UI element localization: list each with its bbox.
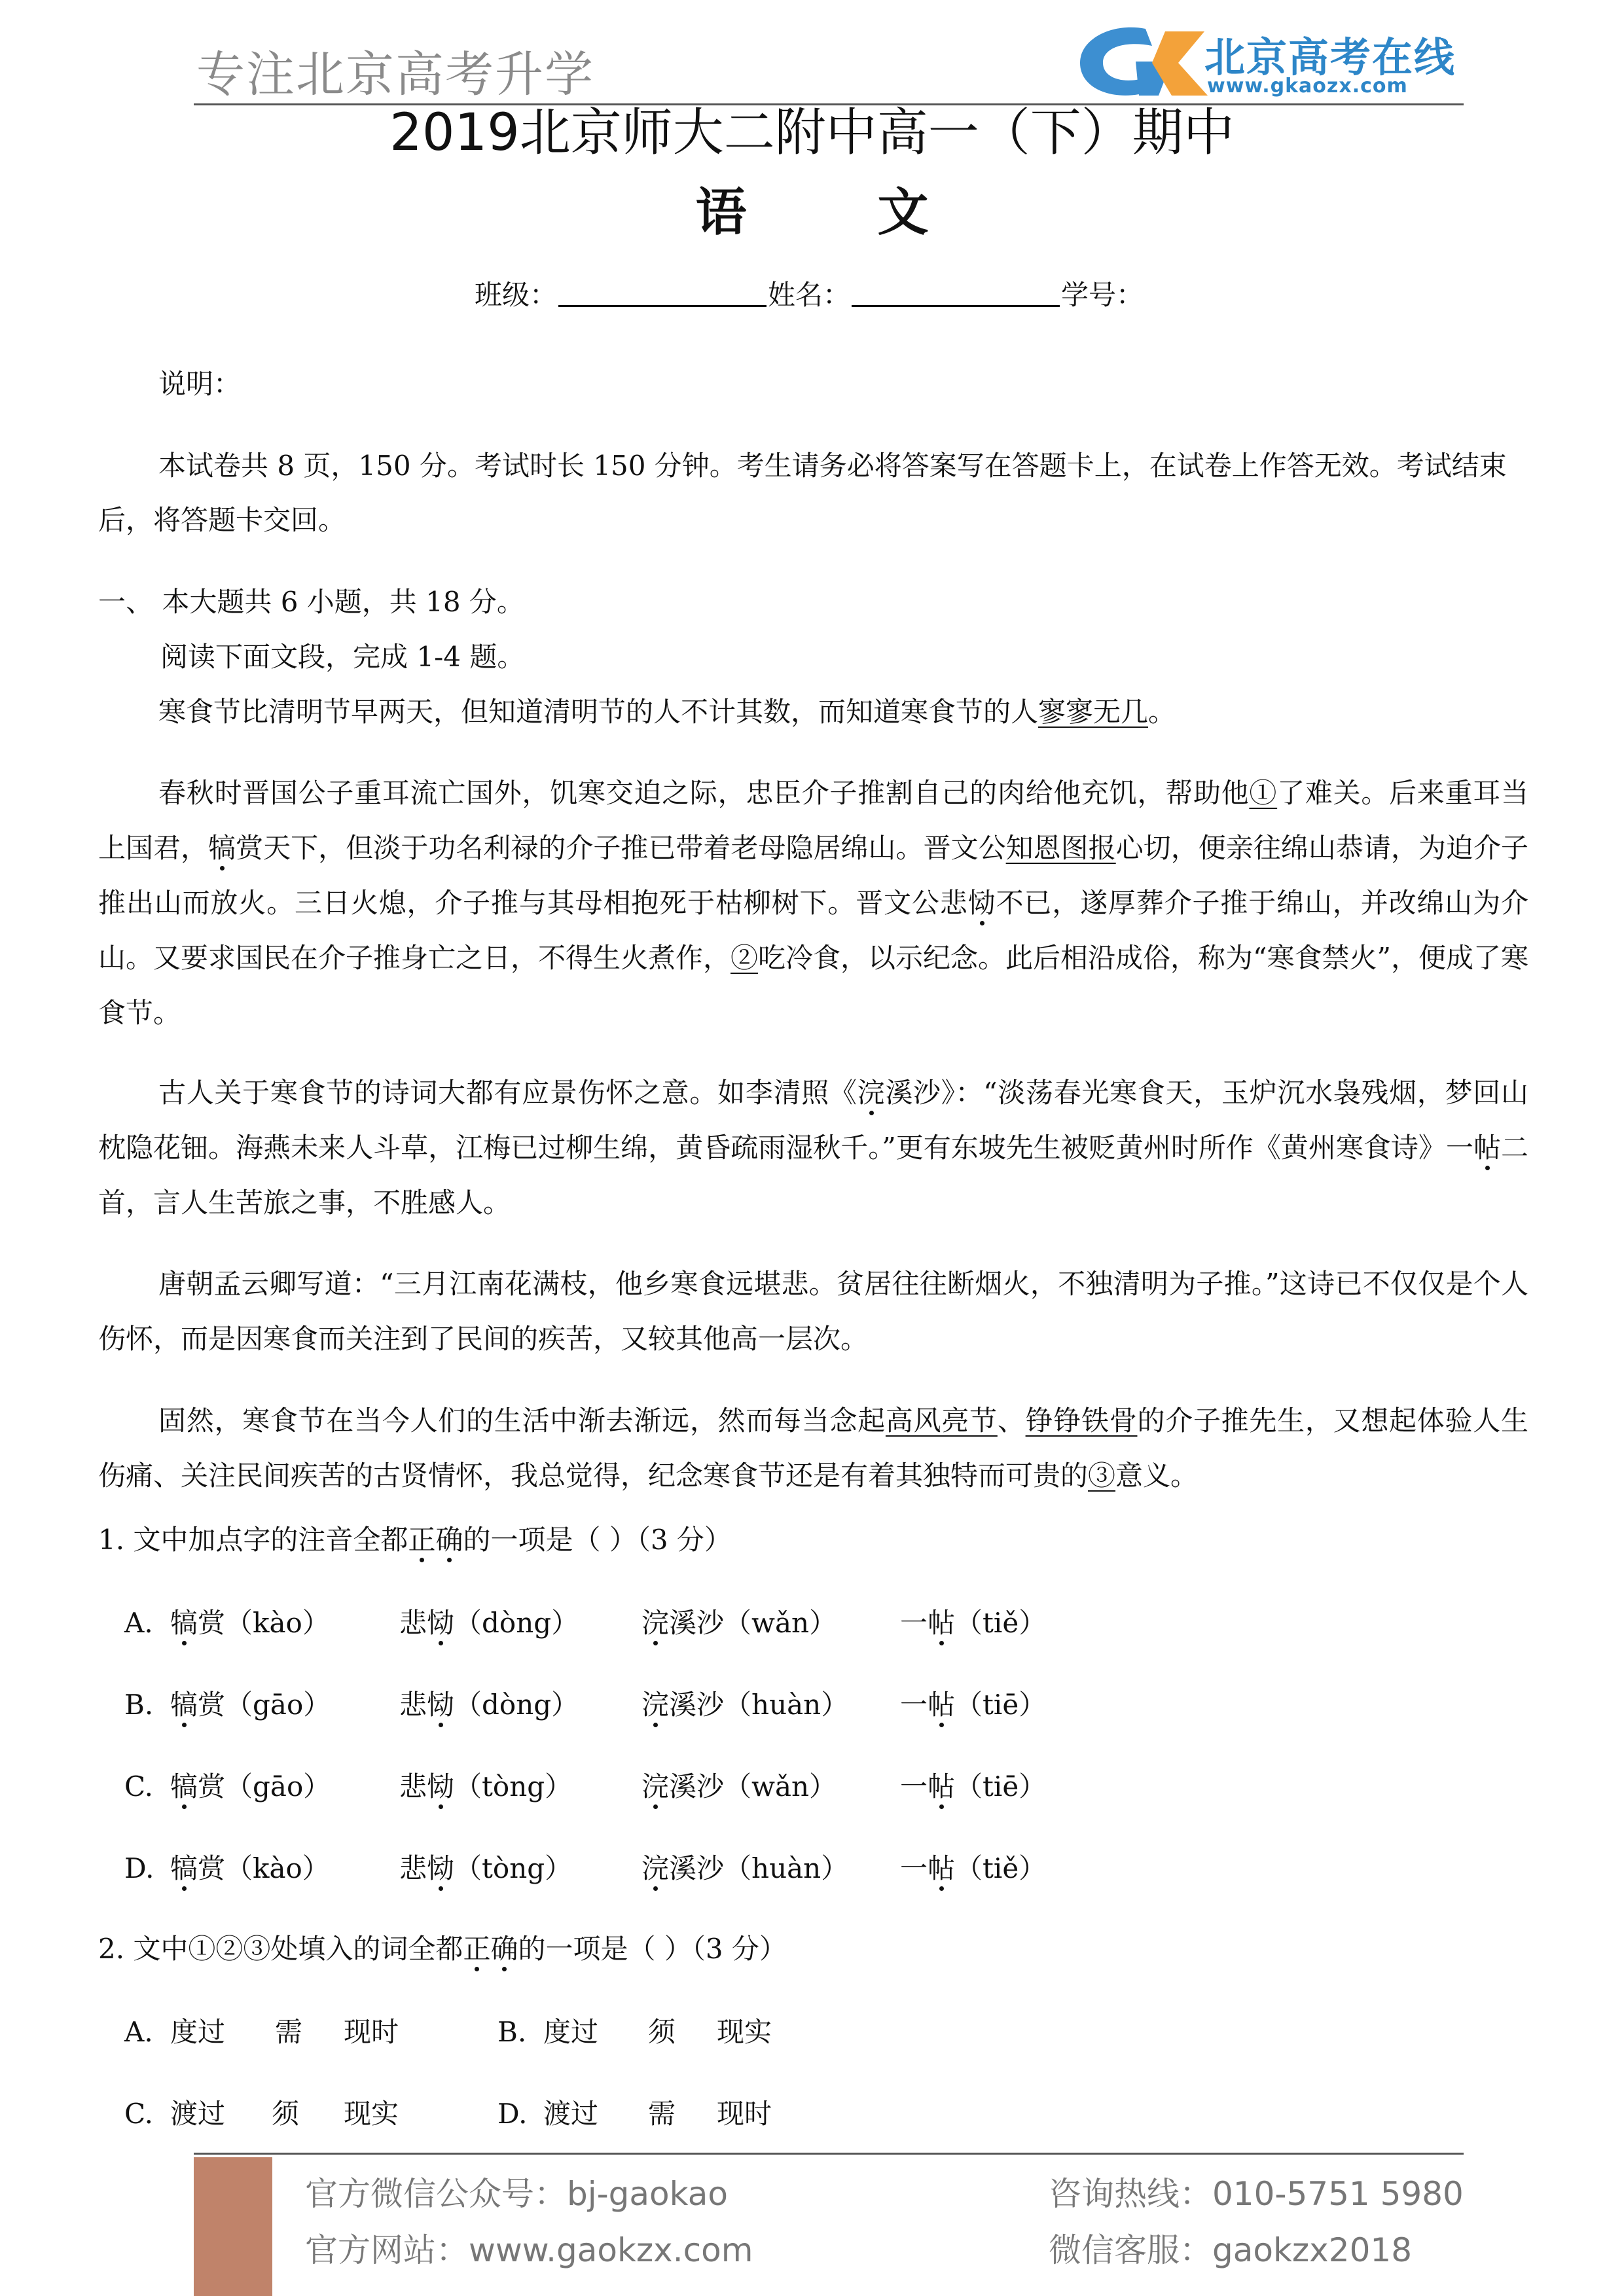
header-slogan: 专注北京高考升学 — [196, 46, 594, 103]
underlined-idiom: 知恩图报 — [1005, 832, 1116, 864]
passage-paragraph-1: 寒食节比清明节早两天，但知道清明节的人不计其数，而知道寒食节的人寥寥无几。 — [158, 696, 1176, 728]
q1-option-b[interactable]: B. 犒赏（gāo） 悲恸（dòng） 浣溪沙（huàn） 一帖（tiē） — [124, 1689, 1047, 1721]
name-label: 姓名： — [768, 279, 851, 311]
passage-paragraph-2: 春秋时晋国公子重耳流亡国外，饥寒交迫之际，忠臣介子推割自己的肉给他充饥，帮助他①了难关。后来重耳当上国君，犒赏天下，但淡于功名利禄的介子推已带着老母隐居绵山。晋文公知恩图报心切，便亲往绵山恭请，为迫介子推出山而放火。三日火熄，介子推与其母相抱死于枯柳树下。晋文公悲恸不已，遂厚葬介子推于绵山，并改绵山为介山。又要求国民在介子推身亡之日，不得生火煮作，②吃冷食，以示纪念。此后相沿成俗，称为“寒食禁火”，便成了寒食节。 — [98, 777, 1528, 1029]
underlined-idiom: 寥寥无几 — [1038, 696, 1149, 728]
dotted-char: 恸 — [967, 887, 996, 919]
logo-name: 北京高考在线 — [1204, 33, 1456, 81]
note-line-2: 后，将答题卡交回。 — [98, 504, 346, 536]
q2-option-c[interactable]: C. 渡过 须 现实 — [124, 2098, 399, 2130]
logo-url: www.gkaozx.com — [1207, 75, 1408, 98]
blank-marker-2: ② — [731, 942, 759, 974]
blank-marker-3: ③ — [1088, 1460, 1116, 1492]
name-blank[interactable] — [852, 281, 1060, 307]
dotted-char: 浣 — [857, 1077, 886, 1109]
q1-option-c[interactable]: C. 犒赏（gāo） 悲恸（tòng） 浣溪沙（wǎn） 一帖（tiē） — [124, 1770, 1047, 1803]
class-blank[interactable] — [558, 281, 767, 307]
footer-hotline: 咨询热线：010-5751 5980 — [1049, 2175, 1464, 2213]
question-2-stem: 2. 文中①②③处填入的词全都正确的一项是（ ）（3 分） — [98, 1933, 787, 1965]
footer-divider — [194, 2153, 1464, 2155]
passage-paragraph-5: 固然，寒食节在当今人们的生活中渐去渐远，然而每当念起高风亮节、铮铮铁骨的介子推先生，又想起体验人生伤痛、关注民间疾苦的古贤情怀，我总觉得，纪念寒食节还是有着其独特而可贵的③意义。 — [98, 1405, 1528, 1492]
footer-color-block — [194, 2157, 272, 2296]
q2-option-b[interactable]: B. 度过 须 现实 — [497, 2016, 772, 2048]
note-label: 说明： — [158, 368, 242, 400]
subject-title — [0, 171, 1624, 245]
dotted-char: 帖 — [1473, 1132, 1501, 1164]
q2-option-d[interactable]: D. 渡过 需 现时 — [497, 2098, 772, 2130]
brand-logo — [1074, 20, 1479, 101]
passage-paragraph-3: 古人关于寒食节的诗词大都有应景伤怀之意。如李清照《浣溪沙》：“淡荡春光寒食天，玉炉沉水袅残烟，梦回山枕隐花钿。海燕未来人斗草，江梅已过柳生绵，黄昏疏雨湿秋千。”更有东坡先生被贬黄州时所作《黄州寒食诗》一帖二首，言人生苦旅之事，不胜感人。 — [98, 1077, 1528, 1219]
subject-char-1: 语 — [695, 183, 747, 242]
q1-option-a[interactable]: A. 犒赏（kào） 悲恸（dòng） 浣溪沙（wǎn） 一帖（tiě） — [124, 1607, 1047, 1639]
class-label: 班级： — [475, 279, 558, 311]
question-1-stem: 1. 文中加点字的注音全都正确的一项是（ ）（3 分） — [98, 1524, 732, 1556]
footer-website[interactable]: 官方网站：www.gaokzx.com — [305, 2231, 753, 2269]
underlined-idiom: 高风亮节 — [885, 1405, 998, 1437]
q2-option-a[interactable]: A. 度过 需 现时 — [124, 2016, 399, 2048]
section-instruction: 阅读下面文段，完成 1-4 题。 — [160, 641, 525, 673]
q1-option-d[interactable]: D. 犒赏（kào） 悲恸（tòng） 浣溪沙（huàn） 一帖（tiě） — [124, 1852, 1047, 1884]
underlined-idiom: 铮铮铁骨 — [1025, 1405, 1138, 1437]
exam-title: 2019北京师大二附中高一（下）期中 — [389, 103, 1235, 162]
subject-char-2: 文 — [877, 183, 929, 242]
student-info-line — [475, 274, 1144, 313]
note-line-1: 本试卷共 8 页，150 分。考试时长 150 分钟。考生请务必将答案写在答题卡上，在试卷上作答无效。考试结束 — [158, 450, 1507, 482]
passage-paragraph-4: 唐朝孟云卿写道：“三月江南花满枝，他乡寒食远堪悲。贫居往往断烟火，不独清明为子推。”这诗已不仅仅是个人伤怀，而是因寒食而关注到了民间的疾苦，又较其他高一层次。 — [98, 1268, 1528, 1355]
gk-logo-icon — [1074, 22, 1211, 101]
id-label: 学号： — [1061, 279, 1144, 311]
section-heading: 一、 本大题共 6 小题，共 18 分。 — [98, 586, 524, 618]
dotted-char: 犒 — [208, 832, 236, 864]
blank-marker-1: ① — [1249, 777, 1278, 809]
footer-service: 微信客服：gaokzx2018 — [1049, 2231, 1413, 2269]
footer-wechat: 官方微信公众号：bj-gaokao — [305, 2175, 728, 2213]
